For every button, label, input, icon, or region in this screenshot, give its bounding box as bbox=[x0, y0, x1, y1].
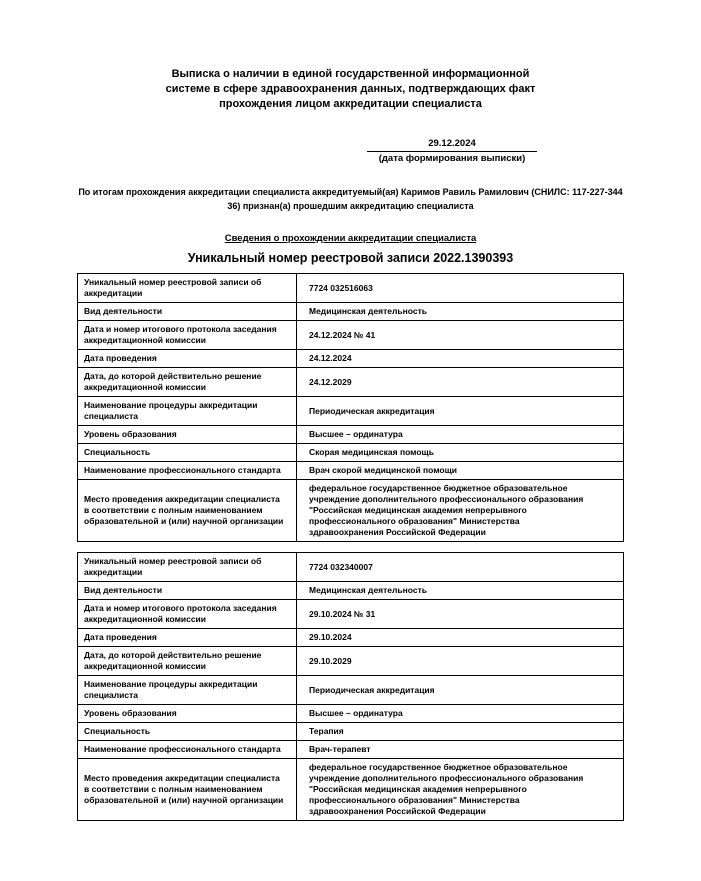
row-value: Врач скорой медицинской помощи bbox=[297, 462, 624, 480]
row-label: Вид деятельности bbox=[78, 582, 297, 600]
row-value: федеральное государственное бюджетное образовательное учреждение дополнительного профессионального образования "Российская медицинская академия непрерывного профессионального образования" Министерства здравоохранения Российской Федерации bbox=[297, 759, 624, 821]
issue-date-block bbox=[367, 138, 537, 165]
row-label: Дата проведения bbox=[78, 629, 297, 647]
row-label: Наименование профессионального стандарта bbox=[78, 741, 297, 759]
table-row bbox=[78, 676, 624, 705]
registry-number-heading: Уникальный номер реестровой записи 2022.1390393 bbox=[187, 251, 514, 265]
row-value: 7724 032516063 bbox=[297, 274, 624, 303]
document-title-line: системе в сфере здравоохранения данных, подтверждающих факт bbox=[165, 83, 536, 95]
table-row bbox=[78, 647, 624, 676]
table-row bbox=[78, 426, 624, 444]
table-row bbox=[78, 274, 624, 303]
row-label: Уникальный номер реестровой записи об аккредитации bbox=[78, 553, 297, 582]
table-row bbox=[78, 582, 624, 600]
row-value: Высшее – ординатура bbox=[297, 426, 624, 444]
row-value: Терапия bbox=[297, 723, 624, 741]
document-title-line: прохождения лицом аккредитации специалиста bbox=[219, 98, 482, 110]
row-value: Медицинская деятельность bbox=[297, 303, 624, 321]
row-label: Вид деятельности bbox=[78, 303, 297, 321]
row-label: Наименование процедуры аккредитации специалиста bbox=[78, 397, 297, 426]
row-value: 24.12.2024 № 41 bbox=[297, 321, 624, 350]
accreditation-table-2 bbox=[77, 552, 624, 821]
row-label: Дата, до которой действительно решение аккредитационной комиссии bbox=[78, 368, 297, 397]
table-row bbox=[78, 462, 624, 480]
table-row bbox=[78, 350, 624, 368]
row-label: Дата проведения bbox=[78, 350, 297, 368]
table-row bbox=[78, 553, 624, 582]
row-value: Периодическая аккредитация bbox=[297, 676, 624, 705]
table-row bbox=[78, 629, 624, 647]
table-row bbox=[78, 368, 624, 397]
table-row bbox=[78, 741, 624, 759]
row-label: Дата и номер итогового протокола заседания аккредитационной комиссии bbox=[78, 321, 297, 350]
intro-paragraph: По итогам прохождения аккредитации специалиста аккредитуемый(ая) Каримов Равиль Рамилович (СНИЛС: 117-227-344 36) признан(а) прошедшим аккредитацию специалиста bbox=[78, 187, 623, 211]
row-value: 29.10.2024 bbox=[297, 629, 624, 647]
row-value: Периодическая аккредитация bbox=[297, 397, 624, 426]
row-label: Дата и номер итогового протокола заседания аккредитационной комиссии bbox=[78, 600, 297, 629]
row-label: Место проведения аккредитации специалиста в соответствии с полным наименованием образовательной и (или) научной организации bbox=[78, 480, 297, 542]
accreditation-table-1 bbox=[77, 273, 624, 542]
document-title bbox=[0, 67, 701, 112]
row-value: Медицинская деятельность bbox=[297, 582, 624, 600]
row-label: Место проведения аккредитации специалиста в соответствии с полным наименованием образовательной и (или) научной организации bbox=[78, 759, 297, 821]
row-label: Наименование профессионального стандарта bbox=[78, 462, 297, 480]
document-title-line: Выписка о наличии в единой государственной информационной bbox=[171, 68, 530, 80]
row-value: Врач-терапевт bbox=[297, 741, 624, 759]
table-row bbox=[78, 480, 624, 542]
section-heading: Сведения о прохождении аккредитации специалиста bbox=[224, 233, 477, 244]
row-label: Уровень образования bbox=[78, 426, 297, 444]
issue-date-value: 29.12.2024 bbox=[367, 138, 537, 152]
row-label: Уровень образования bbox=[78, 705, 297, 723]
row-value: 24.12.2029 bbox=[297, 368, 624, 397]
row-label: Дата, до которой действительно решение аккредитационной комиссии bbox=[78, 647, 297, 676]
row-value: 29.10.2024 № 31 bbox=[297, 600, 624, 629]
row-label: Специальность bbox=[78, 723, 297, 741]
issue-date-caption: (дата формирования выписки) bbox=[378, 153, 526, 164]
row-value: федеральное государственное бюджетное образовательное учреждение дополнительного профессионального образования "Российская медицинская академия непрерывного профессионального образования" Министерства здравоохранения Российской Федерации bbox=[297, 480, 624, 542]
table-row bbox=[78, 397, 624, 426]
table-row bbox=[78, 444, 624, 462]
table-row bbox=[78, 321, 624, 350]
row-value: Высшее – ординатура bbox=[297, 705, 624, 723]
table-row bbox=[78, 723, 624, 741]
row-value: 24.12.2024 bbox=[297, 350, 624, 368]
table-row bbox=[78, 759, 624, 821]
table-row bbox=[78, 705, 624, 723]
row-value: 7724 032340007 bbox=[297, 553, 624, 582]
row-value: 29.10.2029 bbox=[297, 647, 624, 676]
row-value: Скорая медицинская помощь bbox=[297, 444, 624, 462]
row-label: Специальность bbox=[78, 444, 297, 462]
table-row bbox=[78, 600, 624, 629]
row-label: Наименование процедуры аккредитации специалиста bbox=[78, 676, 297, 705]
row-label: Уникальный номер реестровой записи об аккредитации bbox=[78, 274, 297, 303]
table-row bbox=[78, 303, 624, 321]
